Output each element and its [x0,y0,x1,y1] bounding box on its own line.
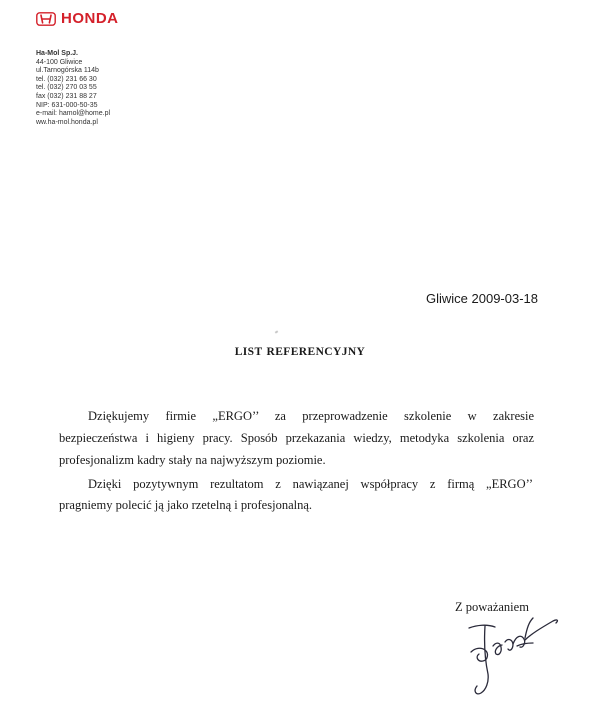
company-address-block [36,50,110,127]
closing-salutation: Z poważaniem [455,600,529,614]
handwritten-signature [455,612,565,697]
paragraph-2-line-2: pragniemy polecić ją jako rzetelną i profesjonalną. [59,498,313,512]
brand-name: HONDA [61,10,119,27]
email: e-mail: hamol@home.pl [36,110,111,118]
tax-id: NIP: 631-000-50-35 [36,101,98,109]
company-name: Ha-Mol Sp.J. [36,50,79,57]
fax: fax (032) 231 88 27 [36,92,97,100]
title-word-1: LIST [234,346,263,358]
letter-title [0,345,600,359]
title-word-2: REFERENCYJNY [266,346,366,358]
address-street: ul.Tarnogórska 114b [36,67,99,75]
paragraph-1-line-3: profesjonalizm kadry stały na najwyższym poziomie. [59,453,326,467]
paragraph-2-line-1: Dzięki pozytywnym rezultatom z nawiązanej współpracy z firmą „ERGO’’ [88,477,533,491]
letter-date: Gliwice 2009-03-18 [426,291,539,306]
paragraph-1-line-2: bezpieczeństwa i higieny pracy. Sposób przekazania wiedzy, metodyka szkolenia oraz [59,431,534,445]
address-city: 44-100 Gliwice [36,58,83,66]
scan-speck [275,330,279,333]
honda-h-wing-icon [36,12,56,26]
phone-1: tel. (032) 231 66 30 [36,75,97,83]
paragraph-1-line-1: Dziękujemy firmie „ERGO’’ za przeprowadzenie szkolenie w zakresie [88,409,534,423]
phone-2: tel. (032) 270 03 55 [36,84,97,92]
honda-logo [36,11,119,27]
website: ww.ha-mol.honda.pl [36,118,98,126]
